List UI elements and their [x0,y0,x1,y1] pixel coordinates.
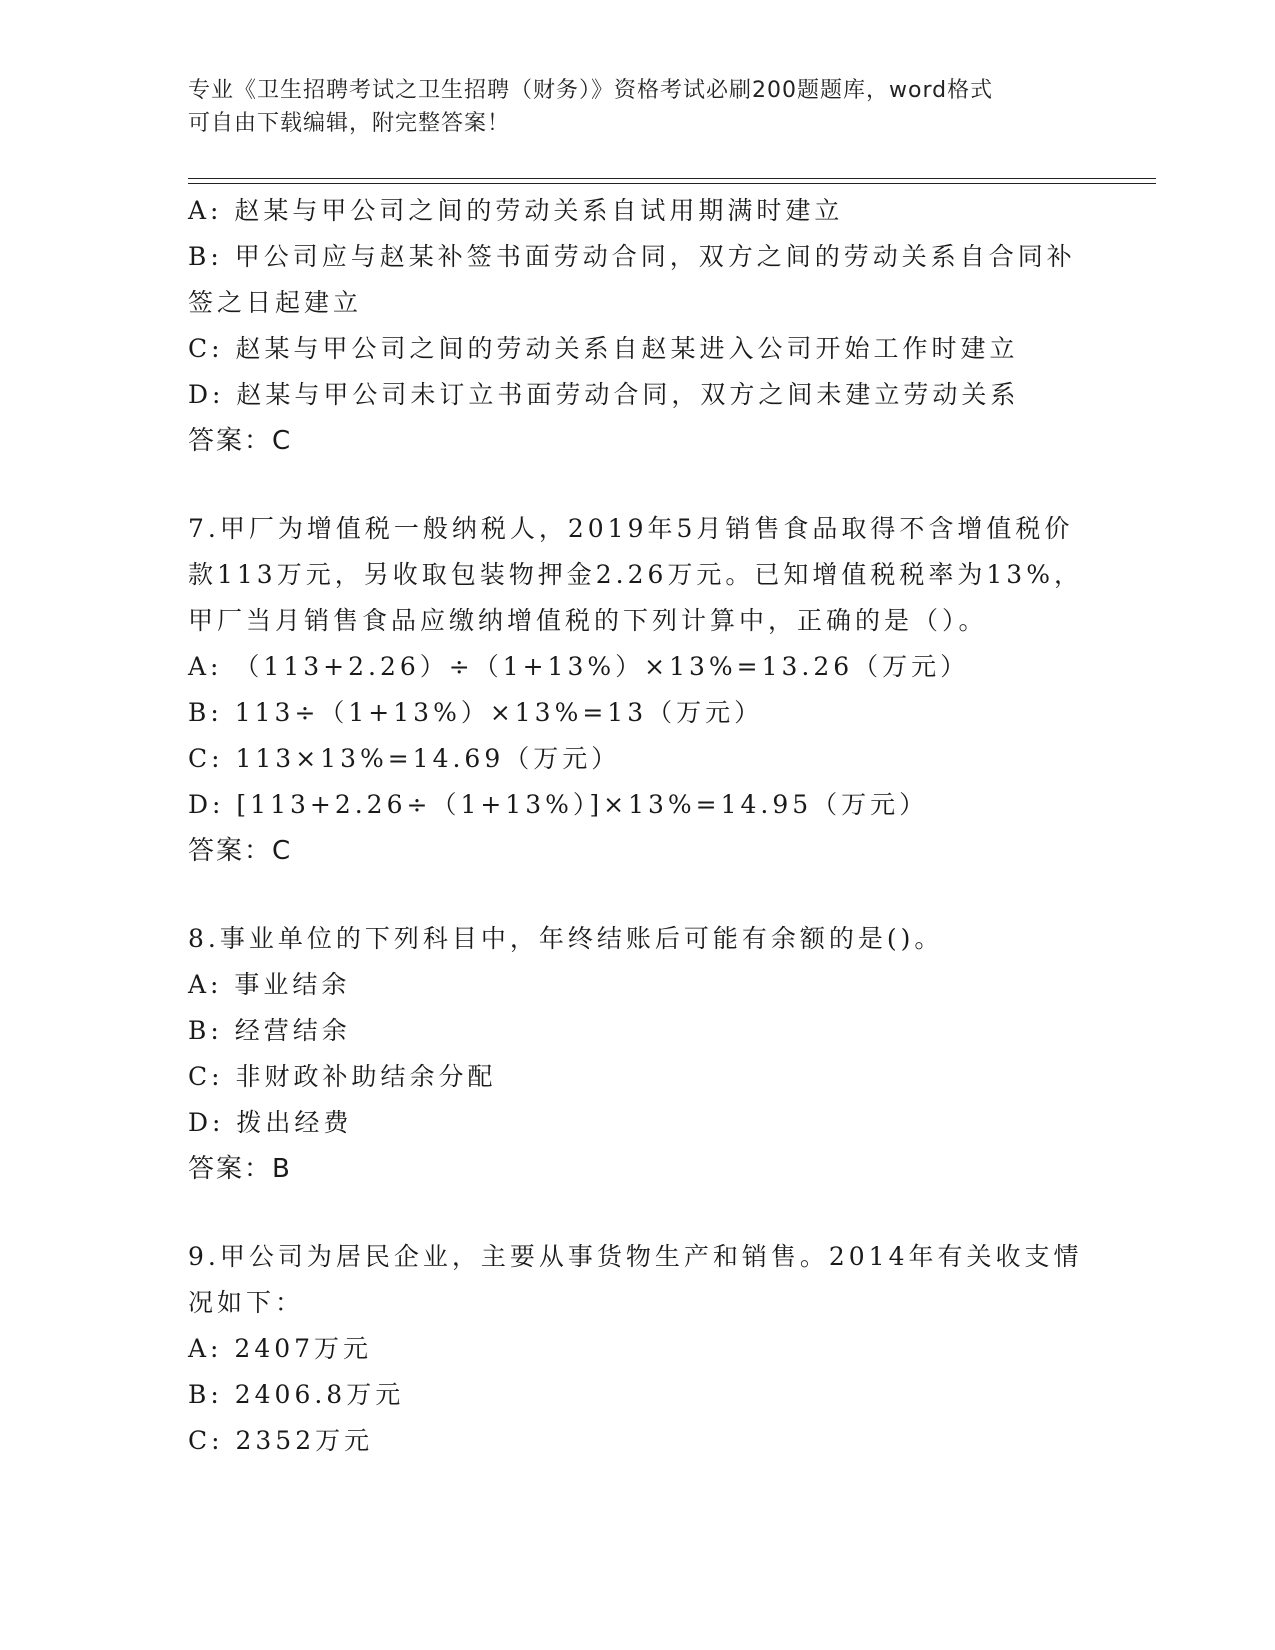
option-b: B: 113÷（1+13%）×13%=13（万元） [188,698,764,727]
option-c: C: 赵某与甲公司之间的劳动关系自赵某进入公司开始工作时建立 [188,334,1019,363]
header-rule-bottom [188,183,1156,184]
option-a: A: （113+2.26）÷（1+13%）×13%=13.26（万元） [188,652,970,681]
question-stem-line-3: 甲厂当月销售食品应缴纳增值税的下列计算中，正确的是（）。 [188,606,988,635]
option-b-line-1: B: 甲公司应与赵某补签书面劳动合同，双方之间的劳动关系自合同补 [188,242,1076,271]
option-a: A: 2407万元 [188,1334,373,1363]
option-a: A: 事业结余 [188,970,351,999]
question-9 [188,1234,1088,1464]
question-stem: 8.事业单位的下列科目中，年终结账后可能有余额的是()。 [188,924,944,953]
spacer [188,1192,1088,1234]
option-b: B: 2406.8万元 [188,1380,405,1409]
document-header [188,74,1088,140]
answer: 答案：C [188,426,293,456]
option-d: D: 赵某与甲公司未订立书面劳动合同，双方之间未建立劳动关系 [188,380,1020,409]
spacer [188,874,1088,916]
option-d: D: [113+2.26÷（1+13%）]×13%=14.95（万元） [188,790,929,819]
question-stem-line-1: 7.甲厂为增值税一般纳税人，2019年5月销售食品取得不含增值税价 [188,514,1074,543]
header-line-1: 专业《卫生招聘考试之卫生招聘（财务）》资格考试必刷200题题库，word格式 [188,78,994,103]
spacer [188,464,1088,506]
answer: 答案：C [188,836,293,866]
question-8 [188,916,1088,1192]
question-7 [188,506,1088,874]
question-stem-line-1: 9.甲公司为居民企业，主要从事货物生产和销售。2014年有关收支情 [188,1242,1083,1271]
option-c: C: 2352万元 [188,1426,374,1455]
option-d: D: 拨出经费 [188,1108,353,1137]
question-stem-line-2: 款113万元，另收取包装物押金2.26万元。已知增值税税率为13%， [188,560,1083,589]
option-a: A: 赵某与甲公司之间的劳动关系自试用期满时建立 [188,196,844,225]
option-b-line-2: 签之日起建立 [188,288,363,317]
document-body [188,188,1088,1464]
option-b: B: 经营结余 [188,1016,351,1045]
header-line-2: 可自由下载编辑，附完整答案！ [188,111,511,136]
question-6 [188,188,1088,464]
answer: 答案：B [188,1154,292,1184]
option-c: C: 非财政补助结余分配 [188,1062,497,1091]
option-c: C: 113×13%=14.69（万元） [188,744,621,773]
header-rule-top [188,178,1156,179]
question-stem-line-2: 况如下： [188,1288,305,1317]
